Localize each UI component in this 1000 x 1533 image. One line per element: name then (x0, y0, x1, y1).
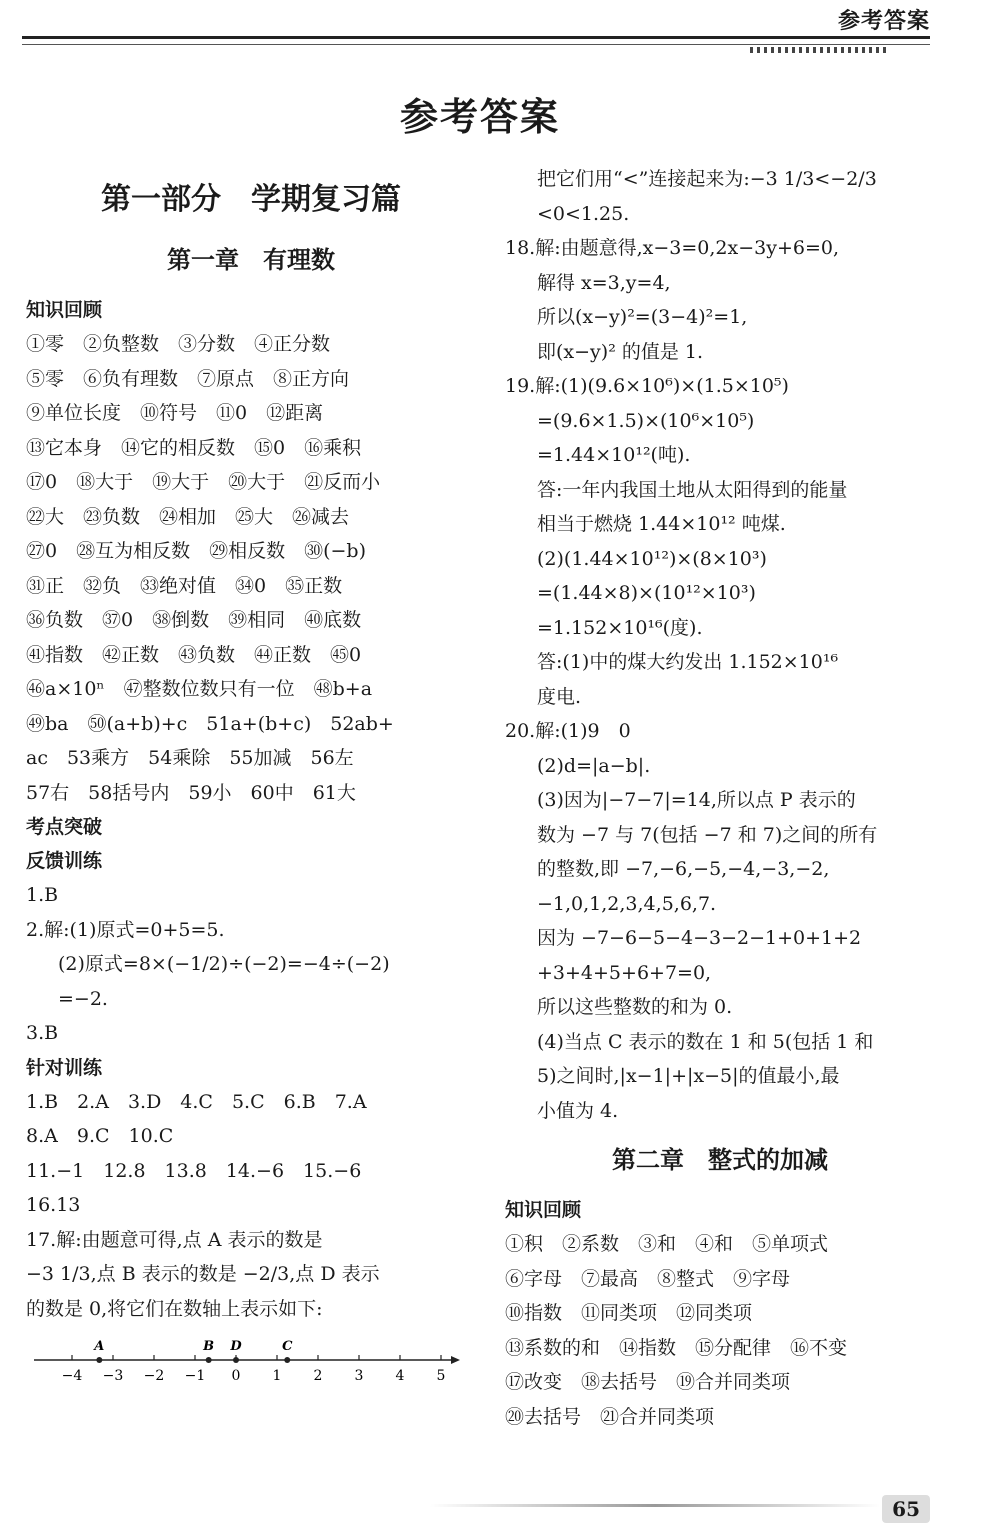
footer-rule (430, 1504, 880, 1507)
right-column (505, 162, 935, 1434)
knowledge-list (26, 327, 476, 810)
text-line: ㊱负数 ㊲0 ㊳倒数 ㊴相同 ㊵底数 (26, 609, 362, 631)
text-line: 20.解:(1)9 0 (505, 720, 631, 742)
text-line: =1.44×10¹²(吨). (537, 444, 691, 466)
text-line: 16.13 (26, 1194, 81, 1216)
header-rule-thin (22, 44, 930, 45)
text-line: ㉒大 ㉓负数 ㉔相加 ㉕大 ㉖减去 (26, 505, 350, 528)
text-line: ⑩指数 ⑪同类项 ⑫同类项 (505, 1302, 753, 1324)
axis-point-label: D (230, 1339, 242, 1354)
text-line: 的整数,即 −7,−6,−5,−4,−3,−2, (537, 858, 830, 880)
axis-point-label: A (94, 1339, 105, 1354)
text-line: ⑬系数的和 ⑭指数 ⑮分配律 ⑯不变 (505, 1336, 848, 1359)
text-line: 所以这些整数的和为 0. (537, 996, 733, 1018)
text-line: <0<1.25. (537, 202, 630, 225)
text-line: ⑨单位长度 ⑩符号 ⑪0 ⑫距离 (26, 402, 324, 424)
chapter-title: 第一章 有理数 (167, 246, 335, 274)
page-number: 65 (882, 1495, 930, 1523)
text-line: 17.解:由题意可得,点 A 表示的数是 (26, 1228, 323, 1251)
axis-point-label: C (282, 1339, 293, 1354)
text-line: ㉗0 ㉘互为相反数 ㉙相反数 ㉚(−b) (26, 540, 366, 562)
text-line: 1.B (26, 884, 59, 906)
knowledge-list (505, 1227, 935, 1434)
axis-tick-label: −3 (102, 1368, 124, 1384)
text-line: 把它们用“<”连接起来为:−3 1/3<−2/3 (537, 168, 877, 190)
text-line: ⑤零 ⑥负有理数 ⑦原点 ⑧正方向 (26, 367, 350, 390)
text-line: 3.B (26, 1022, 59, 1044)
axis-point (233, 1357, 239, 1363)
text-line: =(1.44×8)×(10¹²×10³) (537, 582, 756, 604)
text-line: (3)因为|−7−7|=14,所以点 P 表示的 (537, 789, 856, 811)
text-line: 57右 58括号内 59小 60中 61大 (26, 781, 356, 804)
axis-tick-label: −2 (143, 1368, 165, 1384)
header-dots (750, 47, 890, 53)
text-line: 因为 −7−6−5−4−3−2−1+0+1+2 (537, 927, 862, 949)
left-column (26, 160, 476, 1394)
text-line: −1,0,1,2,3,4,5,6,7. (537, 892, 717, 915)
section-heading: 知识回顾 (505, 1199, 582, 1221)
text-line: ⑰0 ⑱大于 ⑲大于 ⑳大于 ㉑反而小 (26, 471, 381, 493)
text-line: 即(x−y)² 的值是 1. (537, 340, 704, 363)
section-heading: 考点突破 (26, 816, 103, 838)
number-line (26, 1330, 466, 1394)
text-line: +3+4+5+6+7=0, (537, 961, 712, 984)
text-line: (4)当点 C 表示的数在 1 和 5(包括 1 和 (537, 1030, 874, 1053)
text-line: 5)之间时,|x−1|+|x−5|的值最小,最 (537, 1065, 840, 1087)
text-line: ㊶指数 ㊷正数 ㊸负数 ㊹正数 ㊺0 (26, 643, 362, 666)
text-line: ①零 ②负整数 ③分数 ④正分数 (26, 333, 331, 355)
chapter-title: 第二章 整式的加减 (612, 1146, 828, 1174)
text-line: 2.解:(1)原式=0+5=5. (26, 918, 225, 941)
axis-tick-label: 1 (272, 1368, 282, 1384)
axis-arrow (451, 1356, 460, 1364)
text-line: (2)原式=8×(−1/2)÷(−2)=−4÷(−2) (58, 953, 390, 975)
text-line: 1.B 2.A 3.D 4.C 5.C 6.B 7.A (26, 1090, 367, 1113)
text-line: 18.解:由题意得,x−3=0,2x−3y+6=0, (505, 237, 840, 259)
page-header (22, 0, 930, 60)
text-line: ⑬它本身 ⑭它的相反数 ⑮0 ⑯乘积 (26, 436, 362, 459)
section-heading: 反馈训练 (26, 850, 103, 872)
main-title: 参考答案 (399, 95, 560, 139)
text-line: 8.A 9.C 10.C (26, 1125, 174, 1147)
answer-list (505, 162, 935, 1128)
axis-tick-label: −4 (61, 1368, 83, 1384)
text-line: 所以(x−y)²=(3−4)²=1, (537, 306, 748, 328)
text-line: 小值为 4. (537, 1099, 619, 1122)
text-line: ①积 ②系数 ③和 ④和 ⑤单项式 (505, 1233, 829, 1255)
axis-point (206, 1357, 212, 1363)
text-line: 解得 x=3,y=4, (537, 271, 671, 294)
axis-tick-label: 4 (395, 1368, 405, 1384)
text-line: =(9.6×1.5)×(10⁶×10⁵) (537, 409, 755, 432)
axis-tick-label: 0 (231, 1368, 241, 1384)
text-line: 答:(1)中的煤大约发出 1.152×10¹⁶ (537, 651, 839, 673)
axis-tick-label: −1 (184, 1368, 206, 1384)
targeted-list (26, 1085, 476, 1327)
axis-point-label: B (203, 1339, 215, 1354)
axis-point (96, 1357, 102, 1363)
text-line: 数为 −7 与 7(包括 −7 和 7)之间的所有 (537, 823, 878, 846)
text-line: 度电. (537, 685, 582, 708)
text-line: 19.解:(1)(9.6×10⁶)×(1.5×10⁵) (505, 375, 789, 397)
axis-tick-label: 3 (354, 1368, 364, 1384)
text-line: ㉛正 ㉜负 ㉝绝对值 ㉞0 ㉟正数 (26, 574, 343, 597)
text-line: 11.−1 12.8 13.8 14.−6 15.−6 (26, 1159, 362, 1182)
text-line: ⑳去括号 ㉑合并同类项 (505, 1405, 715, 1428)
header-rule (22, 36, 930, 39)
axis-tick-label: 2 (313, 1368, 323, 1384)
section-heading: 针对训练 (26, 1056, 103, 1079)
text-line: ⑰改变 ⑱去括号 ⑲合并同类项 (505, 1371, 791, 1393)
text-line: ac 53乘方 54乘除 55加减 56左 (26, 747, 354, 769)
part-title: 第一部分 学期复习篇 (101, 182, 401, 217)
text-line: =1.152×10¹⁶(度). (537, 616, 703, 639)
text-line: =−2. (58, 987, 108, 1010)
text-line: ㊾ba ㊿(a+b)+c 51a+(b+c) 52ab+ (26, 712, 394, 735)
axis-point (284, 1357, 290, 1363)
text-line: (2)(1.44×10¹²)×(8×10³) (537, 547, 767, 570)
text-line: ⑥字母 ⑦最高 ⑧整式 ⑨字母 (505, 1267, 791, 1290)
header-title: 参考答案 (837, 9, 930, 34)
text-line: −3 1/3,点 B 表示的数是 −2/3,点 D 表示 (26, 1263, 380, 1285)
axis-tick-label: 5 (436, 1368, 446, 1384)
text-line: (2)d=|a−b|. (537, 754, 651, 777)
section-heading: 知识回顾 (26, 299, 103, 321)
text-line: 的数是 0,将它们在数轴上表示如下: (26, 1297, 323, 1320)
text-line: ㊻a×10ⁿ ㊼整数位数只有一位 ㊽b+a (26, 678, 373, 700)
text-line: 答:一年内我国土地从太阳得到的能量 (537, 478, 848, 501)
feedback-list (26, 878, 476, 1051)
text-line: 相当于燃烧 1.44×10¹² 吨煤. (537, 513, 786, 535)
